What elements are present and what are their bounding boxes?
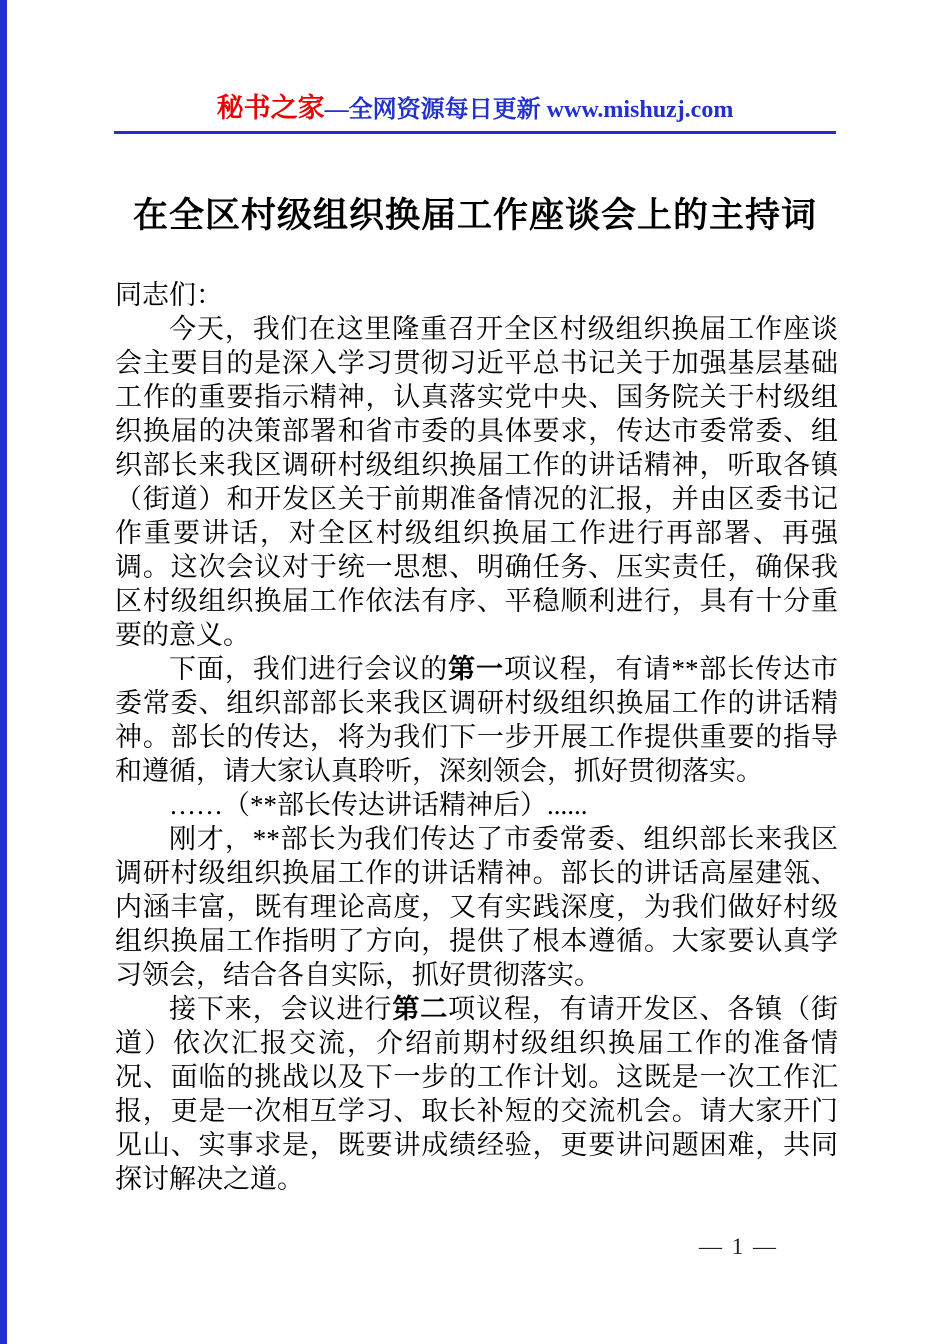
paragraph — [115, 992, 838, 1196]
paragraph-text: 同志们： — [115, 280, 223, 310]
paragraph-text: 下面，我们进行会议的 — [169, 654, 449, 684]
paragraph-bold-text: 第一 — [448, 654, 504, 684]
paragraph — [115, 652, 838, 788]
paragraph-text: ……（**部长传达讲话精神后）...... — [169, 790, 588, 820]
site-header — [114, 86, 836, 125]
paragraph — [115, 822, 838, 992]
paragraph — [115, 312, 838, 652]
paragraph — [115, 278, 838, 312]
document-body — [115, 278, 838, 1196]
site-brand: 秘书之家 — [216, 93, 325, 123]
header-divider — [114, 131, 836, 134]
page-number: — 1 — — [699, 1234, 778, 1259]
paragraph-text: 接下来，会议进行 — [169, 994, 393, 1024]
paragraph-text: 项议程，有请开发区、各镇（街道）依次汇报交流，介绍前期村级组织换届工作的准备情况、面临的挑战以及下一步的工作计划。这既是一次工作汇报，更是一次相互学习、取长补短的交流机会。请大家开门见山、实事求是，既要讲成绩经验，更要讲问题困难，共同探讨解决之道。 — [115, 994, 839, 1194]
site-tagline: —全网资源每日更新 — [324, 97, 547, 123]
site-url-link[interactable]: www.mishuzj.com — [546, 97, 734, 123]
left-accent-bar — [0, 0, 7, 1344]
paragraph-bold-text: 第二 — [392, 994, 449, 1024]
paragraph-text: 今天，我们在这里隆重召开全区村级组织换届工作座谈会主要目的是深入学习贯彻习近平总书记关于加强基层基础工作的重要指示精神，认真落实党中央、国务院关于村级组织换届的决策部署和省市委的具体要求，传达市委常委、组织部长来我区调研村级组织换届工作的讲话精神，听取各镇（街道）和开发区关于前期准备情况的汇报，并由区委书记作重要讲话，对全区村级组织换届工作进行再部署、再强调。这次会议对于统一思想、明确任务、压实责任，确保我区村级组织换届工作依法有序、平稳顺利进行，具有十分重要的意义。 — [115, 314, 838, 650]
paragraph-text: 刚才，**部长为我们传达了市委常委、组织部长来我区调研村级组织换届工作的讲话精神。部长的讲话高屋建瓴、内涵丰富，既有理论高度，又有实践深度，为我们做好村级组织换届工作指明了方向，提供了根本遵循。大家要认真学习领会，结合各自实际，抓好贯彻落实。 — [115, 824, 838, 990]
document-title: 在全区村级组织换届工作座谈会上的主持词 — [132, 196, 817, 235]
paragraph — [115, 788, 838, 822]
paragraph-text: 项议程，有请**部长传达市委常委、组织部部长来我区调研村级组织换届工作的讲话精神。部长的传达，将为我们下一步开展工作提供重要的指导和遵循，请大家认真聆听，深刻领会，抓好贯彻落实。 — [115, 654, 839, 786]
